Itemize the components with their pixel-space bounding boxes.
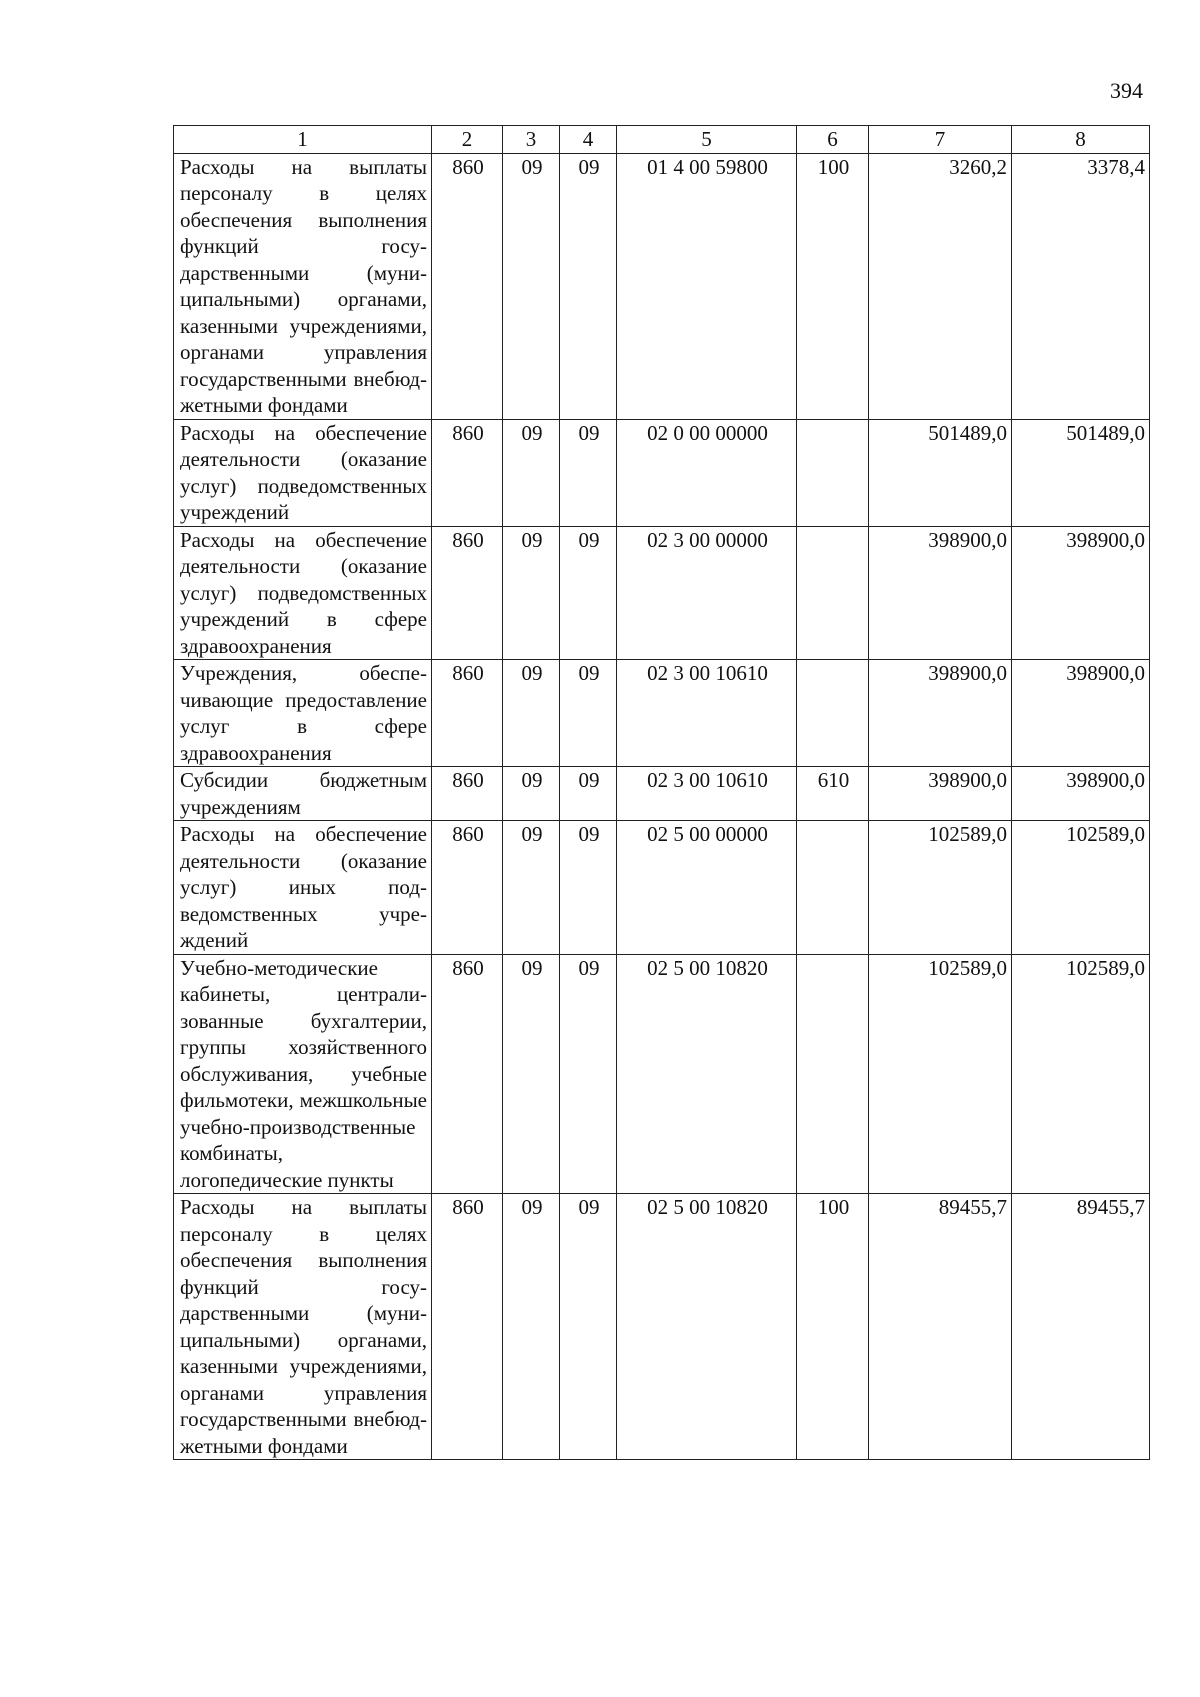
amount-year-1: 3260,2 <box>869 153 1012 419</box>
expense-type-code: 100 <box>797 153 869 419</box>
ministry-code: 860 <box>432 419 503 526</box>
expense-name: Учреждения, обеспечивающие предоставление услуг в сфере здравоохранения <box>174 660 432 767</box>
expense-type-code <box>797 526 869 660</box>
table-row <box>174 767 1150 821</box>
amount-year-2: 398900,0 <box>1012 660 1150 767</box>
column-header: 1 <box>174 126 432 154</box>
ministry-code: 860 <box>432 767 503 821</box>
target-article-code: 02 5 00 10820 <box>617 954 797 1194</box>
page-number: 394 <box>1110 78 1143 103</box>
expense-name: Расходы на выплаты персоналу в целях обеспечения выполнения функций государственными (муниципальными) органами, казенными учреждениями, органами управления государственными внебюджетными фондами <box>174 1194 432 1460</box>
column-header: 6 <box>797 126 869 154</box>
ministry-code: 860 <box>432 526 503 660</box>
target-article-code: 02 3 00 00000 <box>617 526 797 660</box>
expense-name: Расходы на обеспечение деятельности (оказание услуг) иных подведомственных учреждений <box>174 821 432 955</box>
table-row <box>174 821 1150 955</box>
column-header: 3 <box>503 126 560 154</box>
section-code: 09 <box>503 767 560 821</box>
expense-type-code: 100 <box>797 1194 869 1460</box>
subsection-code: 09 <box>560 954 617 1194</box>
amount-year-2: 3378,4 <box>1012 153 1150 419</box>
section-code: 09 <box>503 1194 560 1460</box>
expense-type-code <box>797 821 869 955</box>
budget-table <box>173 125 1150 1460</box>
column-header: 8 <box>1012 126 1150 154</box>
subsection-code: 09 <box>560 1194 617 1460</box>
subsection-code: 09 <box>560 821 617 955</box>
column-header: 7 <box>869 126 1012 154</box>
ministry-code: 860 <box>432 153 503 419</box>
subsection-code: 09 <box>560 526 617 660</box>
expense-type-code: 610 <box>797 767 869 821</box>
table-row <box>174 419 1150 526</box>
subsection-code: 09 <box>560 419 617 526</box>
expense-type-code <box>797 419 869 526</box>
table-row <box>174 1194 1150 1460</box>
column-header: 5 <box>617 126 797 154</box>
ministry-code: 860 <box>432 821 503 955</box>
section-code: 09 <box>503 526 560 660</box>
expense-name: Субсидии бюджетным учреждениям <box>174 767 432 821</box>
table-row <box>174 153 1150 419</box>
table-row <box>174 954 1150 1194</box>
amount-year-2: 102589,0 <box>1012 954 1150 1194</box>
amount-year-2: 501489,0 <box>1012 419 1150 526</box>
subsection-code: 09 <box>560 660 617 767</box>
header-row <box>174 126 1150 154</box>
section-code: 09 <box>503 821 560 955</box>
expense-name: Учебно-методические кабинеты, централизованные бухгалтерии, группы хозяйственного обслуживания, учебные фильмотеки, межшкольные учебно-производственные комбинаты, логопедические пункты <box>174 954 432 1194</box>
section-code: 09 <box>503 660 560 767</box>
target-article-code: 02 5 00 00000 <box>617 821 797 955</box>
subsection-code: 09 <box>560 153 617 419</box>
target-article-code: 02 3 00 10610 <box>617 767 797 821</box>
amount-year-1: 89455,7 <box>869 1194 1012 1460</box>
target-article-code: 02 3 00 10610 <box>617 660 797 767</box>
section-code: 09 <box>503 153 560 419</box>
amount-year-2: 89455,7 <box>1012 1194 1150 1460</box>
ministry-code: 860 <box>432 1194 503 1460</box>
amount-year-2: 398900,0 <box>1012 767 1150 821</box>
ministry-code: 860 <box>432 660 503 767</box>
expense-name: Расходы на выплаты персоналу в целях обеспечения выполнения функций государственными (муниципальными) органами, казенными учреждениями, органами управления государственными внебюджетными фондами <box>174 153 432 419</box>
column-header: 2 <box>432 126 503 154</box>
expense-name: Расходы на обеспечение деятельности (оказание услуг) подведомственных учреждений <box>174 419 432 526</box>
section-code: 09 <box>503 419 560 526</box>
amount-year-1: 501489,0 <box>869 419 1012 526</box>
amount-year-2: 102589,0 <box>1012 821 1150 955</box>
table-row <box>174 526 1150 660</box>
amount-year-2: 398900,0 <box>1012 526 1150 660</box>
amount-year-1: 102589,0 <box>869 821 1012 955</box>
target-article-code: 02 0 00 00000 <box>617 419 797 526</box>
amount-year-1: 102589,0 <box>869 954 1012 1194</box>
amount-year-1: 398900,0 <box>869 767 1012 821</box>
table-row <box>174 660 1150 767</box>
amount-year-1: 398900,0 <box>869 660 1012 767</box>
target-article-code: 01 4 00 59800 <box>617 153 797 419</box>
expense-type-code <box>797 954 869 1194</box>
ministry-code: 860 <box>432 954 503 1194</box>
column-header: 4 <box>560 126 617 154</box>
amount-year-1: 398900,0 <box>869 526 1012 660</box>
subsection-code: 09 <box>560 767 617 821</box>
target-article-code: 02 5 00 10820 <box>617 1194 797 1460</box>
section-code: 09 <box>503 954 560 1194</box>
expense-type-code <box>797 660 869 767</box>
expense-name: Расходы на обеспечение деятельности (оказание услуг) подведомственных учреждений в сфере здравоохранения <box>174 526 432 660</box>
